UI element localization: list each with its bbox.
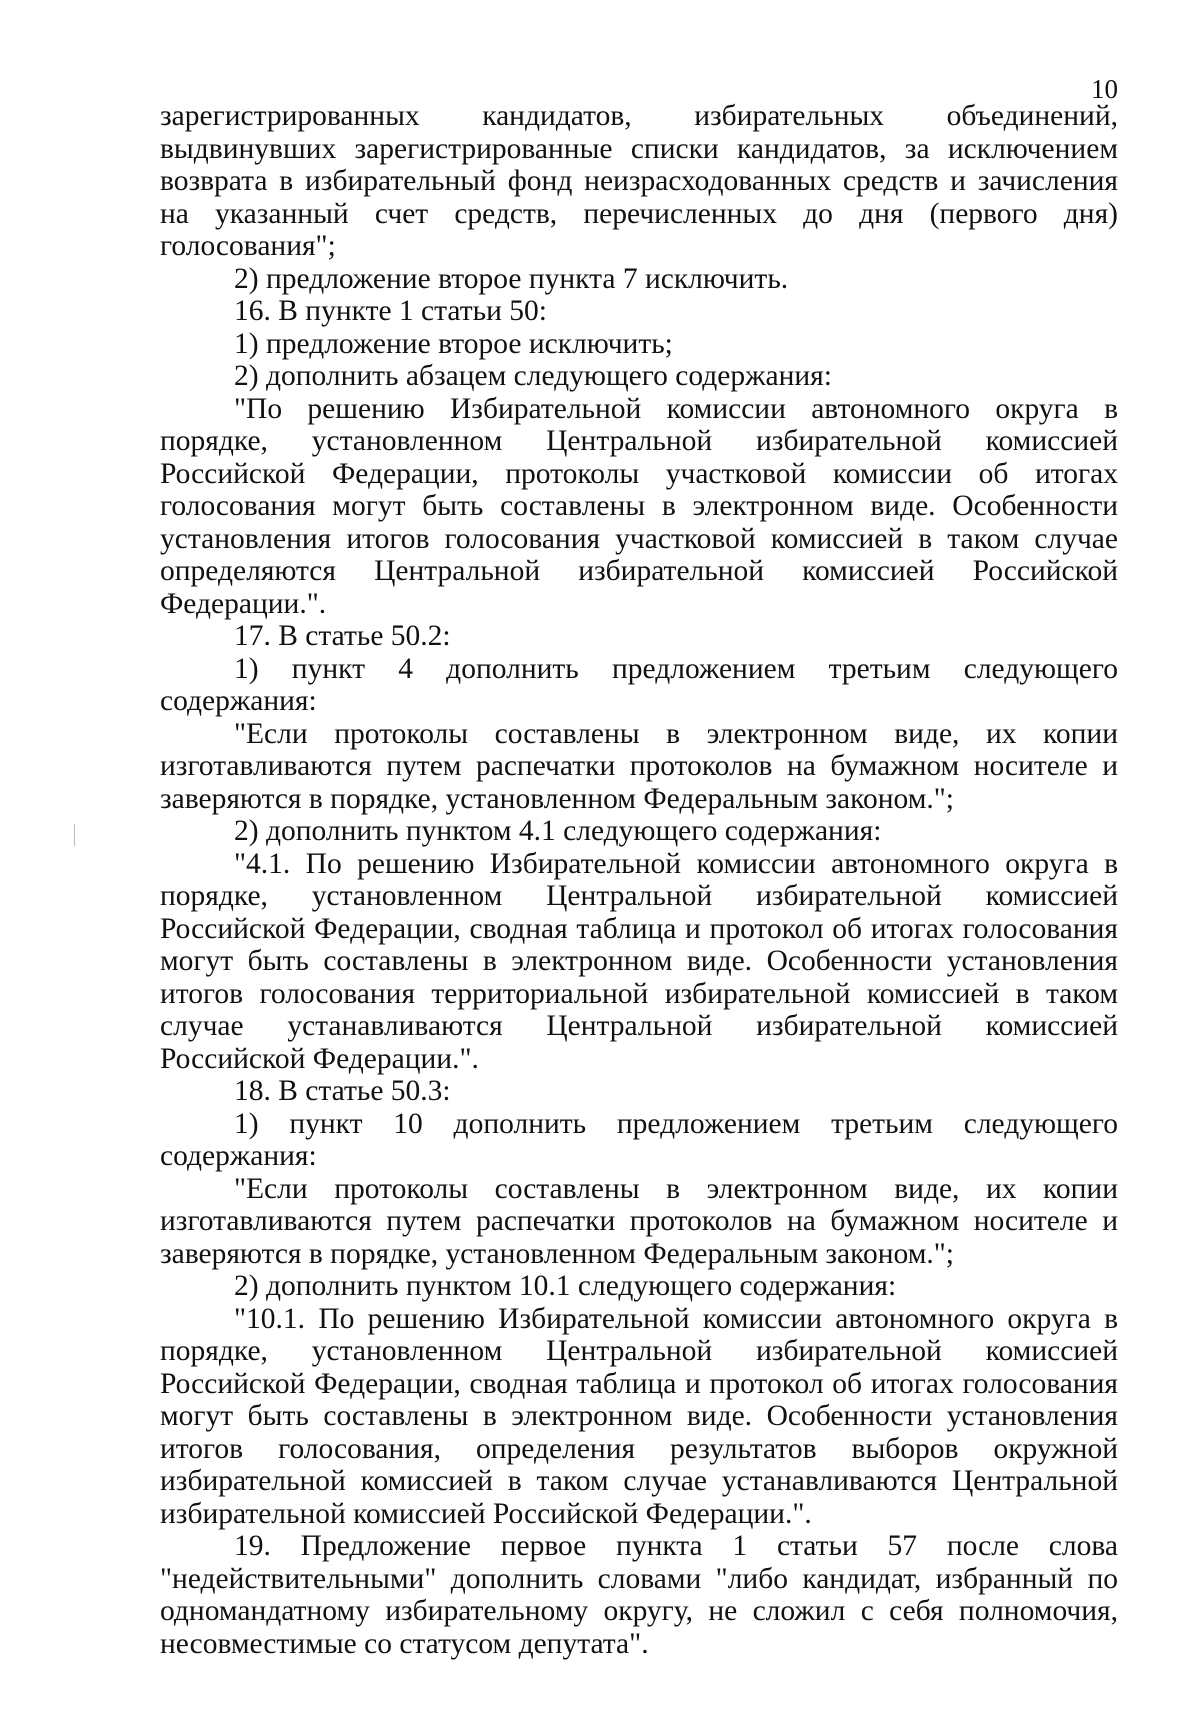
paragraph: 2) дополнить пунктом 10.1 следующего содержания: bbox=[234, 1270, 897, 1302]
paragraph: 1) пункт 4 дополнить предложением третьим следующего содержания: bbox=[160, 652, 1118, 717]
paragraph: 2) дополнить абзацем следующего содержания: bbox=[234, 360, 832, 392]
quoted-paragraph: "По решению Избирательной комиссии автономного округа в порядке, установленном Центральной избирательной комиссией Российской Федерации, протоколы участковой комиссии об итогах голосования могут быть составлены в электронном виде. Особенности установления итогов голосования участковой комиссией в таком случае определяются Центральной избирательной комиссией Российской Федерации.". bbox=[160, 392, 1118, 620]
paragraph-continuation: зарегистрированных кандидатов, избирательных объединений, выдвинувших зарегистрированные списки кандидатов, за исключением возврата в избирательный фонд неизрасходованных средств и зачисления на указанный счет средств, перечисленных до дня (первого дня) голосования"; bbox=[160, 100, 1118, 262]
quoted-paragraph: "Если протоколы составлены в электронном виде, их копии изготавливаются путем распечатки протоколов на бумажном носителе и заверяются в порядке, установленном Федеральным законом."; bbox=[160, 1172, 1118, 1270]
scan-mark bbox=[74, 824, 75, 846]
page-number: 10 bbox=[1091, 74, 1118, 104]
document-body bbox=[160, 100, 1118, 1660]
paragraph: 1) предложение второе исключить; bbox=[234, 327, 673, 360]
quoted-paragraph: "10.1. По решению Избирательной комиссии автономного округа в порядке, установленном Центральной избирательной комиссией Российской Федерации, сводная таблица и протокол об итогах голосования могут быть составлены в электронном виде. Особенности установления итогов голосования, определения результатов выборов окружной избирательной комиссией в таком случае устанавливаются Центральной избирательной комиссией Российской Федерации.". bbox=[160, 1302, 1118, 1530]
paragraph: 2) предложение второе пункта 7 исключить. bbox=[234, 262, 789, 295]
section-heading-18: 18. В статье 50.3: bbox=[234, 1075, 451, 1107]
quoted-paragraph: "4.1. По решению Избирательной комиссии автономного округа в порядке, установленном Центральной избирательной комиссией Российской Федерации, сводная таблица и протокол об итогах голосования могут быть составлены в электронном виде. Особенности установления итогов голосования территориальной избирательной комиссией в таком случае устанавливаются Центральной избирательной комиссией Российской Федерации.". bbox=[160, 847, 1118, 1075]
section-heading-16: 16. В пункте 1 статьи 50: bbox=[234, 295, 547, 327]
section-paragraph-19: 19. Предложение первое пункта 1 статьи 57 после слова "недействительными" дополнить словами "либо кандидат, избранный по одномандатному избирательному округу, не сложил с себя полномочия, несовместимые со статусом депутата". bbox=[160, 1530, 1118, 1660]
paragraph: 1) пункт 10 дополнить предложением третьим следующего содержания: bbox=[160, 1107, 1118, 1172]
quoted-paragraph: "Если протоколы составлены в электронном виде, их копии изготавливаются путем распечатки протоколов на бумажном носителе и заверяются в порядке, установленном Федеральным законом."; bbox=[160, 717, 1118, 815]
paragraph: 2) дополнить пунктом 4.1 следующего содержания: bbox=[234, 815, 882, 847]
section-heading-17: 17. В статье 50.2: bbox=[234, 620, 451, 652]
